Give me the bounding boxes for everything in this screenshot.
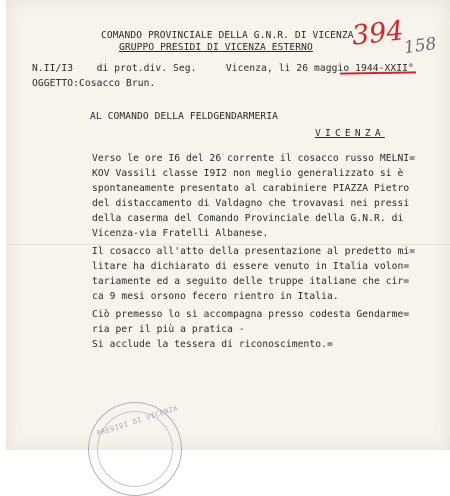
body-line: Ciò premesso lo si accompagna presso codesta Gendarme= xyxy=(92,309,410,320)
body-line: ria per il più a pratica - xyxy=(92,324,245,335)
subject-line: OGGETTO:Cosacco Brun. xyxy=(32,78,156,89)
body-line: Il cosacco all'atto della presentazione al predetto mi= xyxy=(92,246,416,257)
paper-crease xyxy=(6,244,450,245)
body-line: tariamente ed a seguito delle truppe italiane che cir= xyxy=(92,276,410,287)
red-handwritten-number: 394 xyxy=(350,15,406,52)
recipient-line: AL COMANDO DELLA FELDGENDARMERIA xyxy=(90,111,279,122)
body-line: spontaneamente presentato al carabiniere PIAZZA Pietro xyxy=(92,183,410,194)
body-line: Vicenza-via Fratelli Albanese. xyxy=(92,228,269,239)
recipient-city: VICENZA xyxy=(315,128,385,139)
stamp-text: PRESIDI DI VICENZA xyxy=(95,404,180,438)
circular-stamp xyxy=(88,402,182,496)
body-line: KOV Vassili classe I9I2 non meglio generalizzato si è xyxy=(92,168,404,179)
protocol-line: N.II/I3 di prot.div. Seg. Vicenza, li 26 maggio 1944-XXII° xyxy=(32,63,414,74)
body-line: Si acclude la tessera di riconoscimento.= xyxy=(92,339,333,350)
body-line: litare ha dichiarato di essere venuto in Italia volon= xyxy=(92,261,410,272)
header-line-2: GRUPPO PRESIDI DI VICENZA ESTERNO xyxy=(119,42,313,53)
body-line: del distaccamento di Valdagno che trovavasi nei pressi xyxy=(92,198,410,209)
body-line: ca 9 mesi orsono fecero rientro in Italia. xyxy=(92,291,339,302)
body-line: della caserma del Comando Provinciale della G.N.R. di xyxy=(92,213,404,224)
body-line: Verso le ore I6 del 26 corrente il cosacco russo MELNI= xyxy=(92,153,416,164)
header-line-1: COMANDO PROVINCIALE DELLA G.N.R. DI VICENZA xyxy=(101,30,354,41)
pencil-handwritten-number: 158 xyxy=(402,33,438,59)
